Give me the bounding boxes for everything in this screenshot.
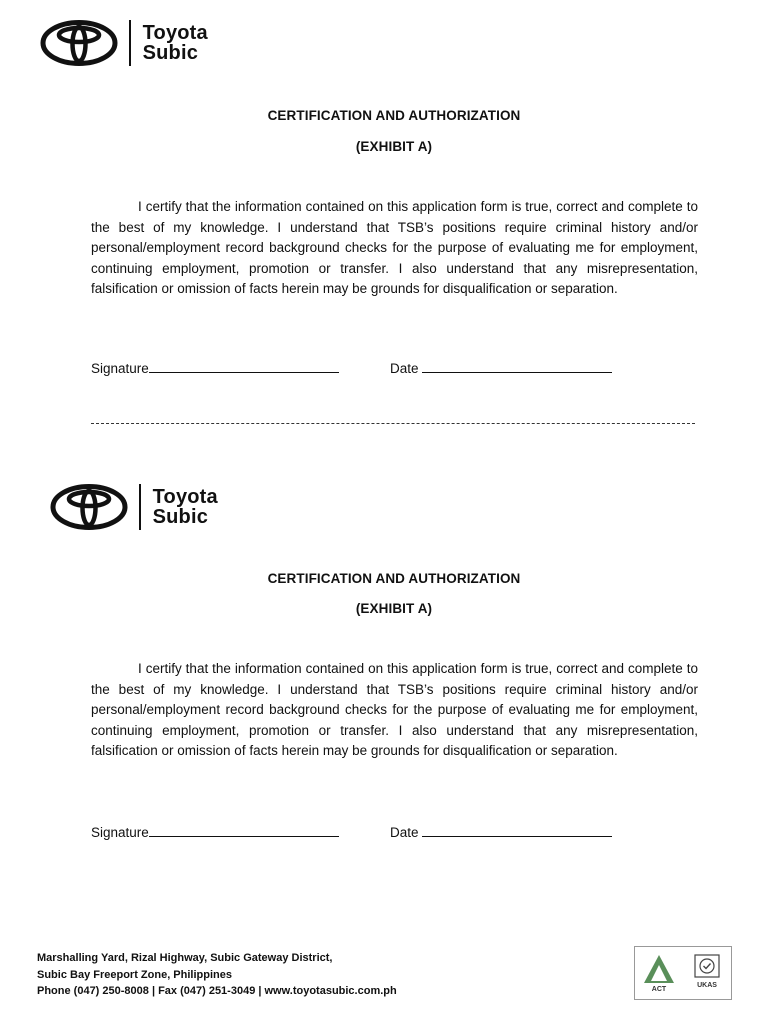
footer-line2: Subic Bay Freeport Zone, Philippines <box>37 968 232 981</box>
section1-title: CERTIFICATION AND AUTHORIZATION <box>267 108 521 123</box>
footer-address <box>37 950 397 1000</box>
brand-name <box>153 487 218 527</box>
brand-name-line2: Subic <box>152 506 209 528</box>
ukas-certification-icon <box>689 951 725 995</box>
signature-line[interactable] <box>149 824 339 837</box>
section2-title: CERTIFICATION AND AUTHORIZATION <box>267 571 521 586</box>
date-label: Date <box>390 825 419 840</box>
footer-line1: Marshalling Yard, Rizal Highway, Subic Gateway District, <box>37 952 333 964</box>
signature-line[interactable] <box>149 360 339 373</box>
footer-contact-line: Phone (047) 250-8008 | Fax (047) 251-3049 | www.toyotasubic.com.ph <box>37 985 397 997</box>
section1-paragraph: I certify that the information contained on this application form is true, correct and complete to the best of my knowledge. I understand that TSB’s positions require criminal history and/or personal/employment record background checks for the purpose of evaluating me for employment, continuing employment, promotion or transfer. I also understand that any misrepresentation, falsification or omission of facts herein may be grounds for disqualification or separation. <box>91 199 698 296</box>
section1-signature-field[interactable] <box>91 360 339 376</box>
brand-logo-top <box>40 20 208 66</box>
date-label: Date <box>390 361 419 376</box>
toyota-emblem-icon <box>50 484 128 530</box>
signature-label: Signature <box>91 361 149 376</box>
ukas-badge-text: UKAS <box>697 982 717 989</box>
signature-label: Signature <box>91 825 149 840</box>
date-line[interactable] <box>422 824 612 837</box>
act-certification-icon <box>641 951 677 995</box>
logo-divider <box>129 20 131 66</box>
section1-subtitle: (EXHIBIT A) <box>355 139 433 154</box>
brand-name-line2: Subic <box>142 42 199 64</box>
brand-name-line1: Toyota <box>142 22 208 44</box>
brand-name <box>143 23 208 63</box>
date-line[interactable] <box>422 360 612 373</box>
section2-paragraph: I certify that the information contained on this application form is true, correct and complete to the best of my knowledge. I understand that TSB’s positions require criminal history and/or personal/employment record background checks for the purpose of evaluating me for employment, continuing employment, promotion or transfer. I also understand that any misrepresentation, falsification or omission of facts herein may be grounds for disqualification or separation. <box>91 661 698 758</box>
section2-signature-field[interactable] <box>91 824 339 840</box>
section2-date-field[interactable] <box>390 824 612 840</box>
cut-line-divider <box>91 423 695 424</box>
logo-divider <box>139 484 141 530</box>
toyota-emblem-icon <box>40 20 118 66</box>
section2-subtitle: (EXHIBIT A) <box>355 601 433 616</box>
act-badge-text: ACT <box>651 986 667 993</box>
brand-logo-middle <box>50 484 218 530</box>
section1-date-field[interactable] <box>390 360 612 376</box>
certification-badges <box>634 946 732 1000</box>
brand-name-line1: Toyota <box>152 486 218 508</box>
